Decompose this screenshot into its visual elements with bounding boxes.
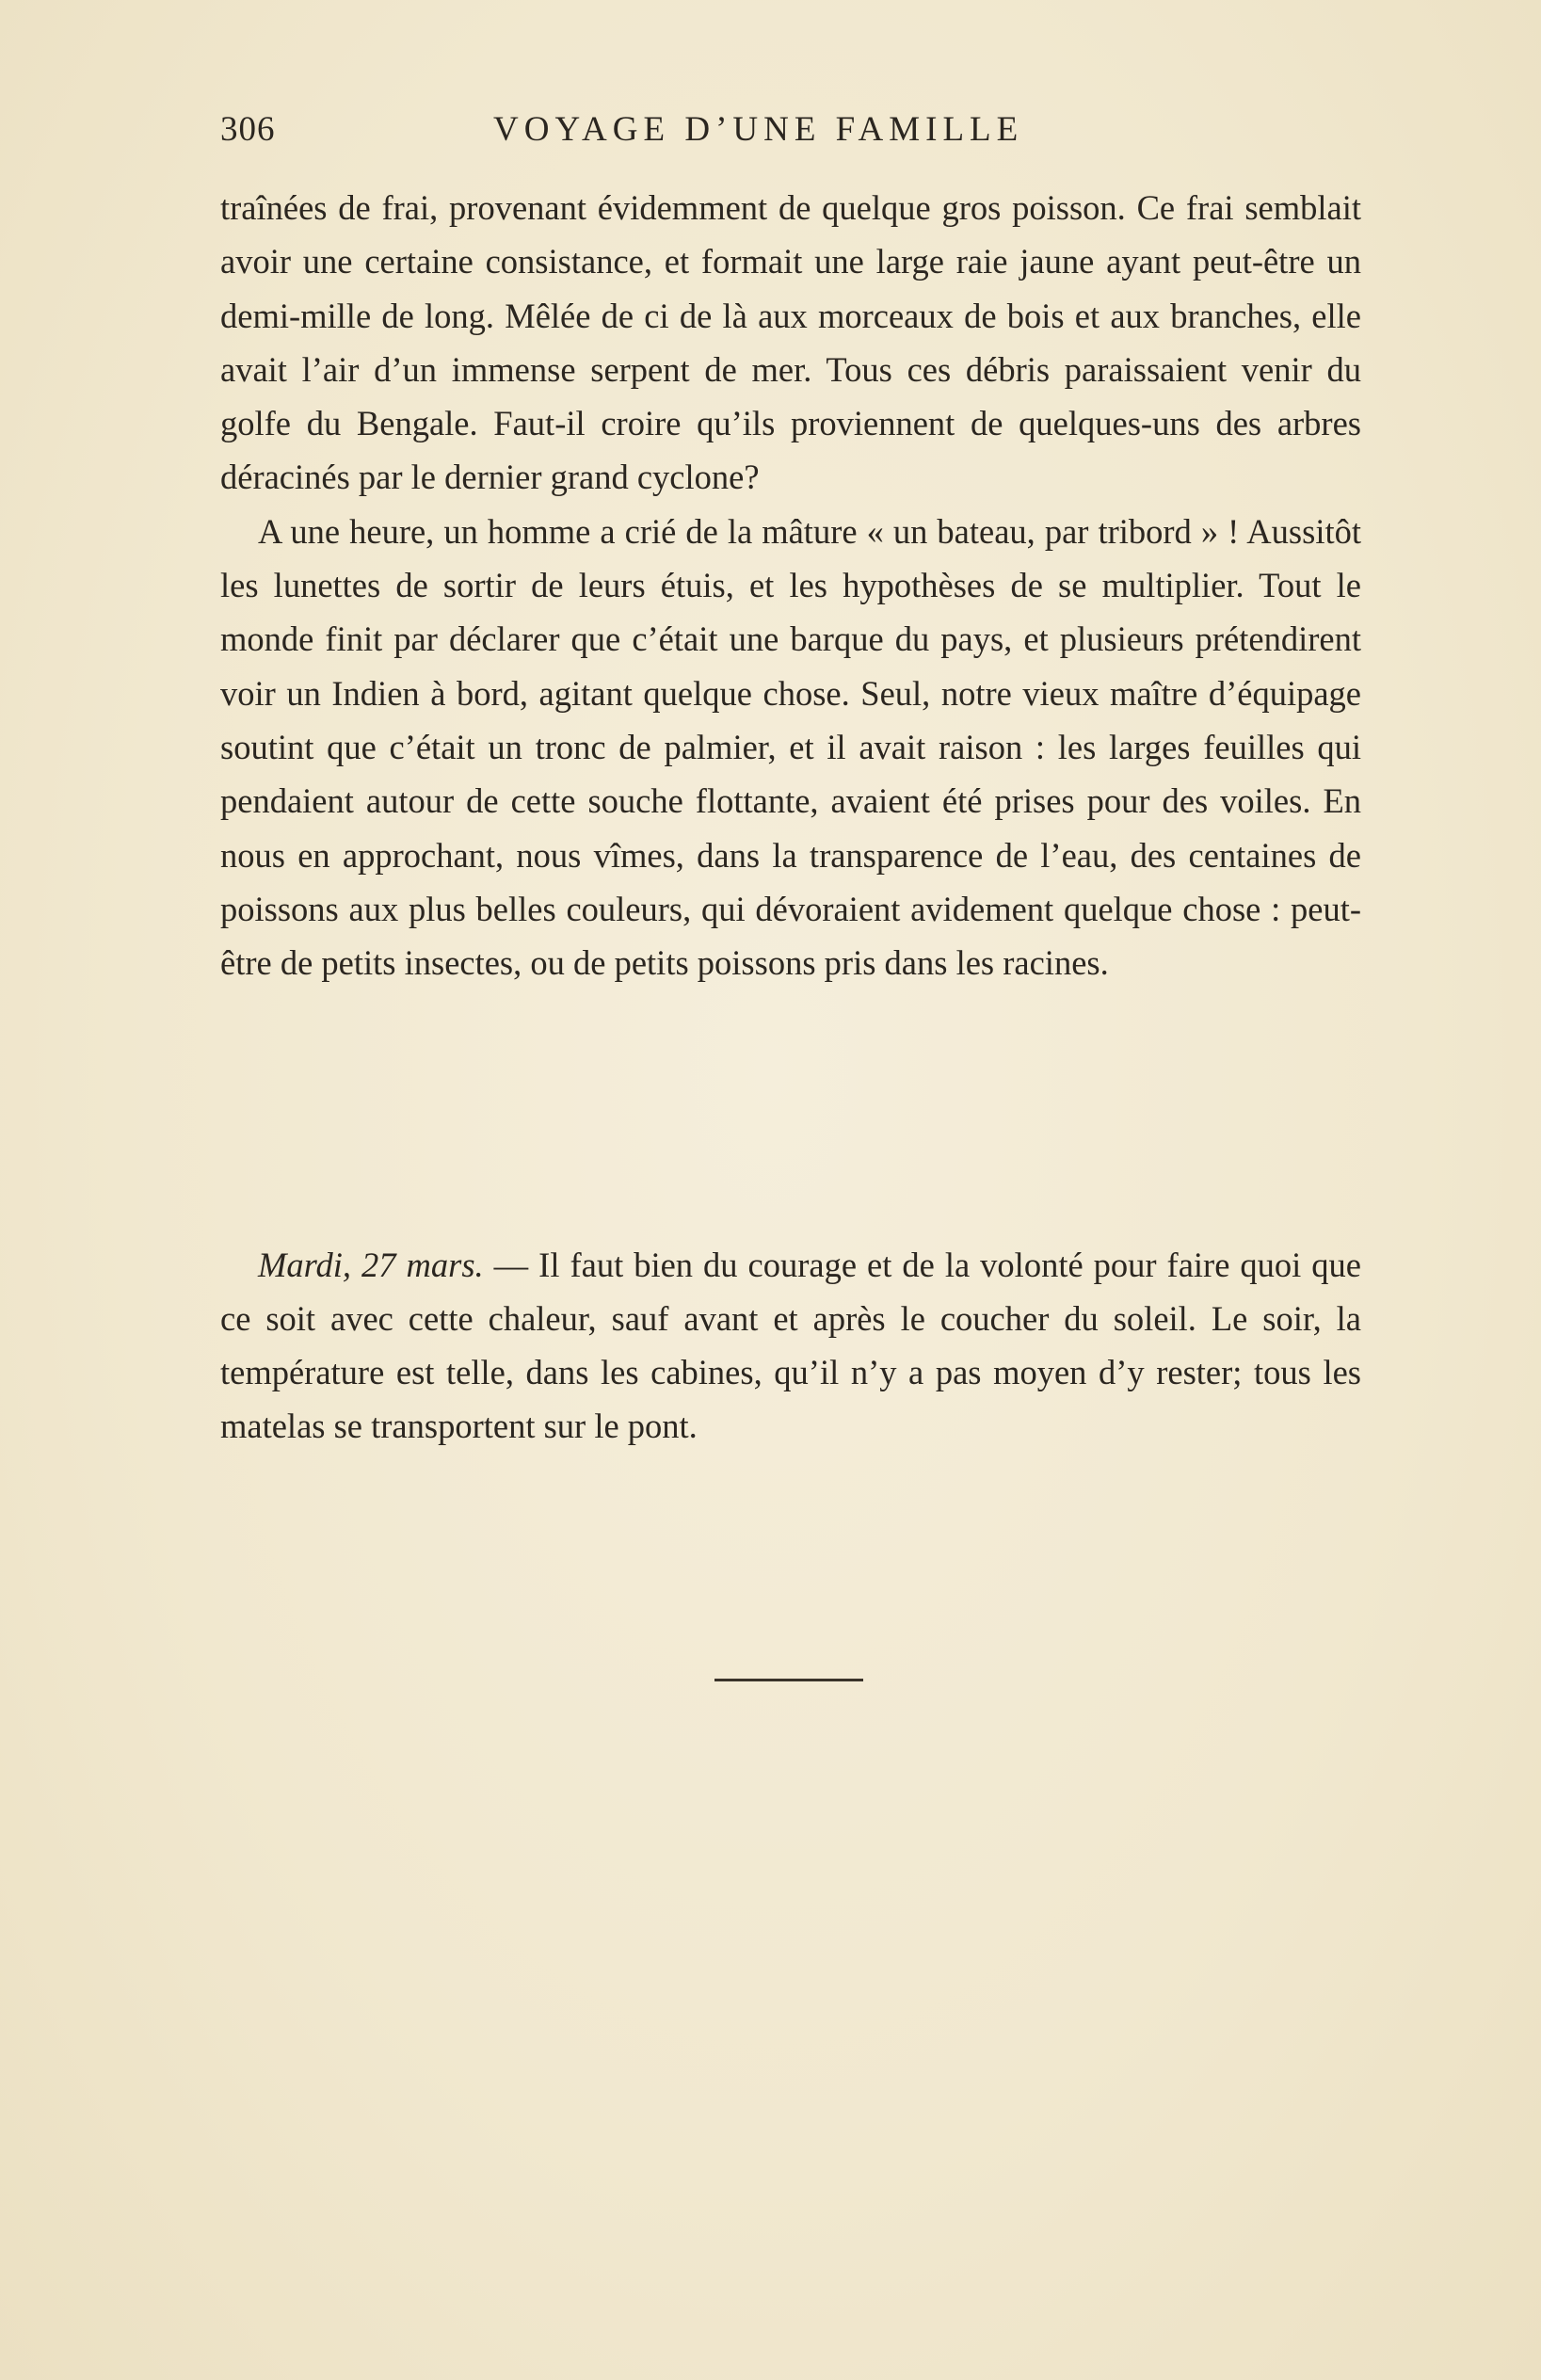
running-title: VOYAGE D’UNE FAMILLE (493, 110, 1024, 149)
running-head (220, 109, 1359, 156)
entry-date: Mardi, 27 mars. (258, 1245, 484, 1284)
section-end-rule (714, 1679, 863, 1681)
diary-entry (220, 1238, 1361, 1454)
paragraph-boat-sighting: A une heure, un homme a crié de la mâture « un bateau, par tribord » ! Aussitôt les lunettes de sortir de leurs étuis, et les hypothèses de se multiplier. Tout le monde finit par déclarer que c’était une barque du pays, et plusieurs prétendirent voir un Indien à bord, agitant quelque chose. Seul, notre vieux maître d’équipage soutint que c’était un tronc de palmier, et il avait raison : les larges feuilles qui pendaient autour de cette souche flottante, avaient été prises pour des voiles. En nous en approchant, nous vîmes, dans la transparence de l’eau, des centaines de poissons aux plus belles couleurs, qui dévoraient avidement quelque chose : peut-être de petits insectes, ou de petits poissons pris dans les racines. (220, 511, 1361, 983)
main-text (220, 181, 1361, 989)
page-number: 306 (220, 110, 276, 149)
entry-text: — Il faut bien du courage et de la volonté pour faire quoi que ce soit avec cette chaleur, sauf avant et après le coucher du soleil. Le soir, la température est telle, dans les cabines, qu’il n’y a pas moyen d’y rester; tous les matelas se transportent sur le pont. (220, 1245, 1361, 1446)
paragraph-continued: traînées de frai, provenant évidemment de quelque gros poisson. Ce frai semblait avoir une certaine consistance, et formait une large raie jaune ayant peut-être un demi-mille de long. Mêlée de ci de là aux morceaux de bois et aux branches, elle avait l’air d’un immense serpent de mer. Tous ces débris paraissaient venir du golfe du Bengale. Faut-il croire qu’ils proviennent de quelques-uns des arbres déracinés par le dernier grand cyclone? (220, 188, 1361, 497)
